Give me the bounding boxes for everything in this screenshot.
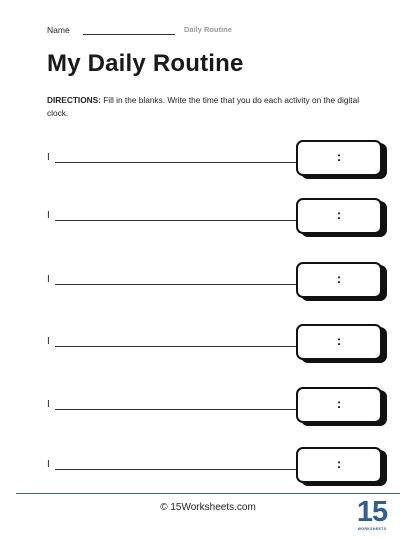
name-field[interactable]	[83, 34, 175, 35]
worksheet-tag: Daily Routine	[184, 25, 232, 34]
directions-text: Fill in the blanks. Write the time that you do each activity on the digital clock.	[47, 95, 360, 118]
header-row	[47, 25, 377, 39]
routine-row	[47, 262, 387, 300]
digital-clock[interactable]: :	[296, 140, 382, 176]
page-title: My Daily Routine	[47, 50, 244, 77]
routine-row	[47, 198, 387, 236]
row-prefix: I	[47, 336, 50, 347]
routine-row	[47, 447, 387, 485]
directions-label: DIRECTIONS:	[47, 95, 101, 105]
activity-blank[interactable]	[55, 346, 315, 347]
row-prefix: I	[47, 459, 50, 470]
row-prefix: I	[47, 274, 50, 285]
worksheets-logo	[350, 496, 394, 538]
activity-blank[interactable]	[55, 220, 315, 221]
row-prefix: I	[47, 399, 50, 410]
routine-row	[47, 140, 387, 178]
footer-divider	[16, 493, 400, 494]
activity-blank[interactable]	[55, 162, 315, 163]
row-prefix: I	[47, 210, 50, 221]
routine-row	[47, 324, 387, 362]
digital-clock[interactable]: :	[296, 198, 382, 234]
digital-clock[interactable]: :	[296, 447, 382, 483]
digital-clock[interactable]: :	[296, 262, 382, 298]
logo-number: 15	[356, 496, 388, 528]
activity-blank[interactable]	[55, 409, 315, 410]
routine-row	[47, 387, 387, 425]
logo-text: WORKSHEETS	[357, 527, 387, 531]
name-label: Name	[47, 25, 70, 35]
footer-copyright: © 15Worksheets.com	[160, 502, 256, 513]
activity-blank[interactable]	[55, 284, 315, 285]
digital-clock[interactable]: :	[296, 324, 382, 360]
activity-blank[interactable]	[55, 469, 315, 470]
digital-clock[interactable]: :	[296, 387, 382, 423]
directions	[47, 94, 367, 119]
row-prefix: I	[47, 152, 50, 163]
